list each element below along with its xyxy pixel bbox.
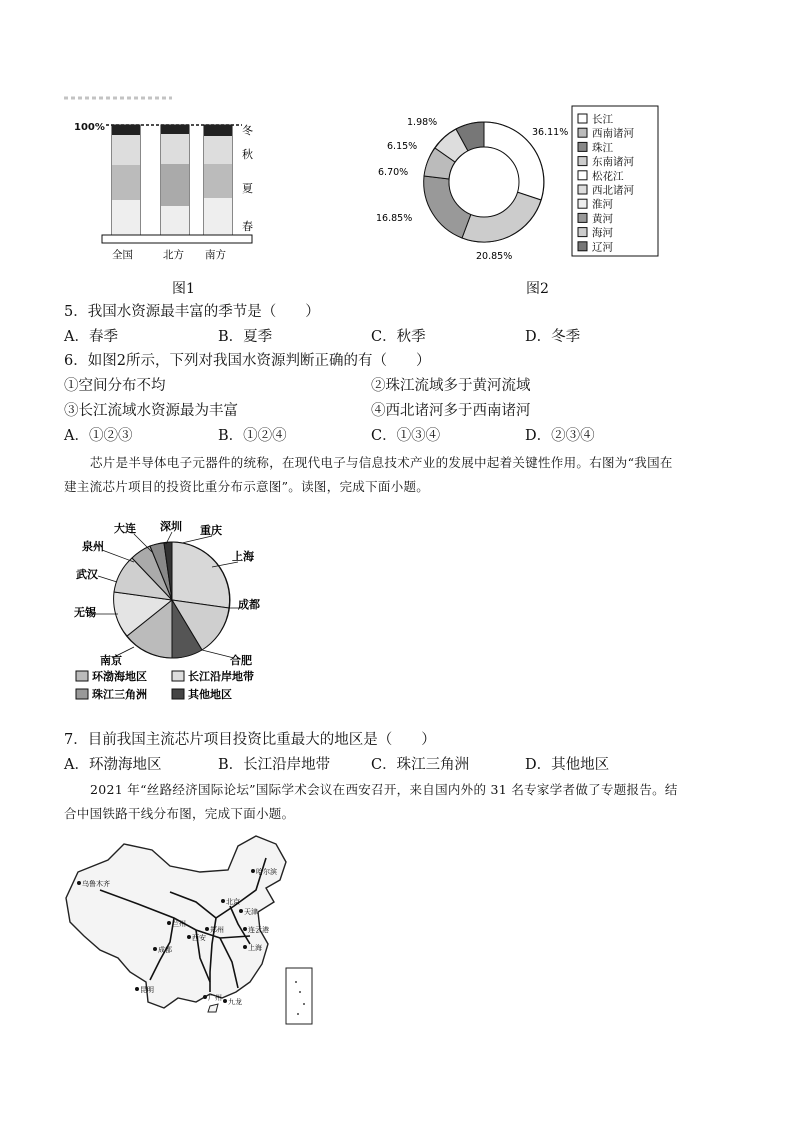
map-city-dot [135,987,139,991]
passage2-line1: 2021 年“丝路经济国际论坛”国际学术会议在西安召开，来自国内外的 31 名专家学者做了专题报告。结 [90,782,678,797]
map-city-label: 哈尔滨 [256,868,277,876]
chip-legend-label: 其他地区 [188,688,232,701]
chip-city-label: 重庆 [200,524,222,537]
q6-option-d[interactable]: D．②③④ [525,428,595,444]
map-city-label: 上海 [248,944,262,952]
figure2-pct-label: 36.11% [532,127,569,138]
chip-city-label: 泉州 [82,540,104,553]
figure2-pct-label: 6.70% [378,167,409,178]
figure2-legend-swatch [578,199,587,208]
map-city-dot [243,945,247,949]
map-city-label: 连云港 [248,926,269,934]
figure2-pct-label: 1.98% [407,117,438,128]
map-city-label: 天津 [244,908,258,916]
figure2-legend-swatch [578,171,587,180]
figure2-pct-label: 6.15% [387,141,418,152]
figure1-bar-label: 南方 [205,249,226,261]
figure2-legend-swatch [578,157,587,166]
map-city-label: 乌鲁木齐 [82,880,110,888]
figure2-pct-label: 20.85% [476,251,513,262]
chip-legend-swatch [76,689,88,699]
chip-investment-chart [62,512,287,707]
q6-item: ④西北诸河多于西南诸河 [371,403,531,419]
chip-legend-swatch [172,689,184,699]
chip-legend-label: 环渤海地区 [92,670,147,683]
figure1-bar-label: 全国 [112,249,133,261]
map-city-dot [203,995,207,999]
q7-option-d[interactable]: D．其他地区 [525,757,610,773]
map-city-label: 成都 [158,946,172,954]
passage2-line2: 合中国铁路干线分布图，完成下面小题。 [64,806,295,821]
figure2-legend-label: 东南诸河 [592,156,634,169]
figure2-legend-swatch [578,114,587,123]
q6-option-a[interactable]: A．①②③ [64,428,133,444]
q6-option-b[interactable]: B．①②④ [218,428,287,444]
figure1-chart [62,92,270,272]
q5-option-c[interactable]: C．秋季 [371,329,426,345]
figure1-bar-north [161,125,189,235]
map-city-dot [243,927,247,931]
chip-legend-swatch [76,671,88,681]
figure1-caption: 图1 [172,281,195,297]
map-city-dot [187,935,191,939]
figure1-bar-label: 北方 [163,249,184,261]
chip-city-label: 合肥 [230,654,252,667]
figure2-legend-label: 珠江 [592,141,613,154]
figure2-legend-swatch [578,142,587,151]
map-city-dot [221,899,225,903]
figure2-legend-label: 松花江 [592,170,624,183]
figure2-legend-label: 黄河 [592,212,613,225]
q7-option-a[interactable]: A．环渤海地区 [64,757,162,773]
chip-legend-swatch [172,671,184,681]
figure2-legend-swatch [578,242,587,251]
figure2-legend-swatch [578,228,587,237]
q6-stem: 6．如图2所示，下列对我国水资源判断正确的有（ ） [64,353,431,369]
passage1-line2: 建主流芯片项目的投资比重分布示意图”。读图，完成下面小题。 [64,479,430,494]
figure1-bar-national [112,125,140,235]
figure2-legend-label: 西北诸河 [592,184,634,197]
q6-option-c[interactable]: C．①③④ [371,428,441,444]
passage1-line1: 芯片是半导体电子元器件的统称，在现代电子与信息技术产业的发展中起着关键性作用。右图为“我国在 [90,455,673,470]
figure1-season-label: 夏 [242,182,253,195]
map-city-label: 北京 [226,898,240,906]
map-city-label: 西安 [192,934,206,942]
chip-legend-label: 长江沿岸地带 [188,670,254,683]
q5-option-b[interactable]: B．夏季 [218,329,273,345]
map-city-label: 广州 [208,994,222,1002]
q6-item: ②珠江流域多于黄河流域 [371,378,531,394]
figure1-season-label: 冬 [242,124,253,137]
map-city-label: 九龙 [228,998,242,1006]
map-city-dot [77,881,81,885]
map-city-dot [251,869,255,873]
railway-map [60,832,315,1028]
figure2-caption: 图2 [526,281,549,297]
map-city-dot [223,999,227,1003]
figure2-legend-label: 淮河 [592,198,613,211]
map-city-dot [205,927,209,931]
chip-city-label: 大连 [114,522,136,535]
map-city-label: 兰州 [172,920,186,928]
q5-option-d[interactable]: D．冬季 [525,329,581,345]
q6-item: ③长江流域水资源最为丰富 [64,403,238,419]
q5-stem: 5．我国水资源最丰富的季节是（ ） [64,304,320,320]
figure2-legend-swatch [578,128,587,137]
map-city-dot [239,909,243,913]
figure2-legend-label: 辽河 [592,241,613,254]
chip-city-label: 深圳 [160,520,182,533]
q5-option-a[interactable]: A．春季 [64,329,118,345]
map-city-label: 郑州 [210,926,224,934]
figure2-legend-swatch [578,185,587,194]
map-city-dot [153,947,157,951]
chip-city-label: 南京 [100,654,122,667]
chip-city-label: 无锡 [74,606,96,619]
figure2-legend-label: 长江 [592,113,613,126]
figure1-bar-south [204,125,232,235]
map-city-label: 昆明 [140,986,154,994]
chip-city-label: 成都 [238,598,260,611]
figure1-season-label: 秋 [242,148,253,161]
figure2-pct-label: 16.85% [376,213,413,224]
chip-city-label: 武汉 [76,568,98,581]
q7-stem: 7．目前我国主流芯片项目投资比重最大的地区是（ ） [64,732,436,748]
figure2-legend-label: 西南诸河 [592,127,634,140]
figure2-legend-swatch [578,213,587,222]
map-city-dot [167,921,171,925]
chip-legend-label: 珠江三角洲 [92,688,147,701]
q7-option-c[interactable]: C．珠江三角洲 [371,757,470,773]
chip-city-label: 上海 [232,550,254,563]
figure1-top-label: 100% [74,122,105,133]
figure2-legend-label: 海河 [592,227,613,240]
q6-item: ①空间分布不均 [64,378,166,394]
q7-option-b[interactable]: B．长江沿岸地带 [218,757,331,773]
figure1-season-label: 春 [242,220,253,233]
figure2-chart [372,104,662,264]
